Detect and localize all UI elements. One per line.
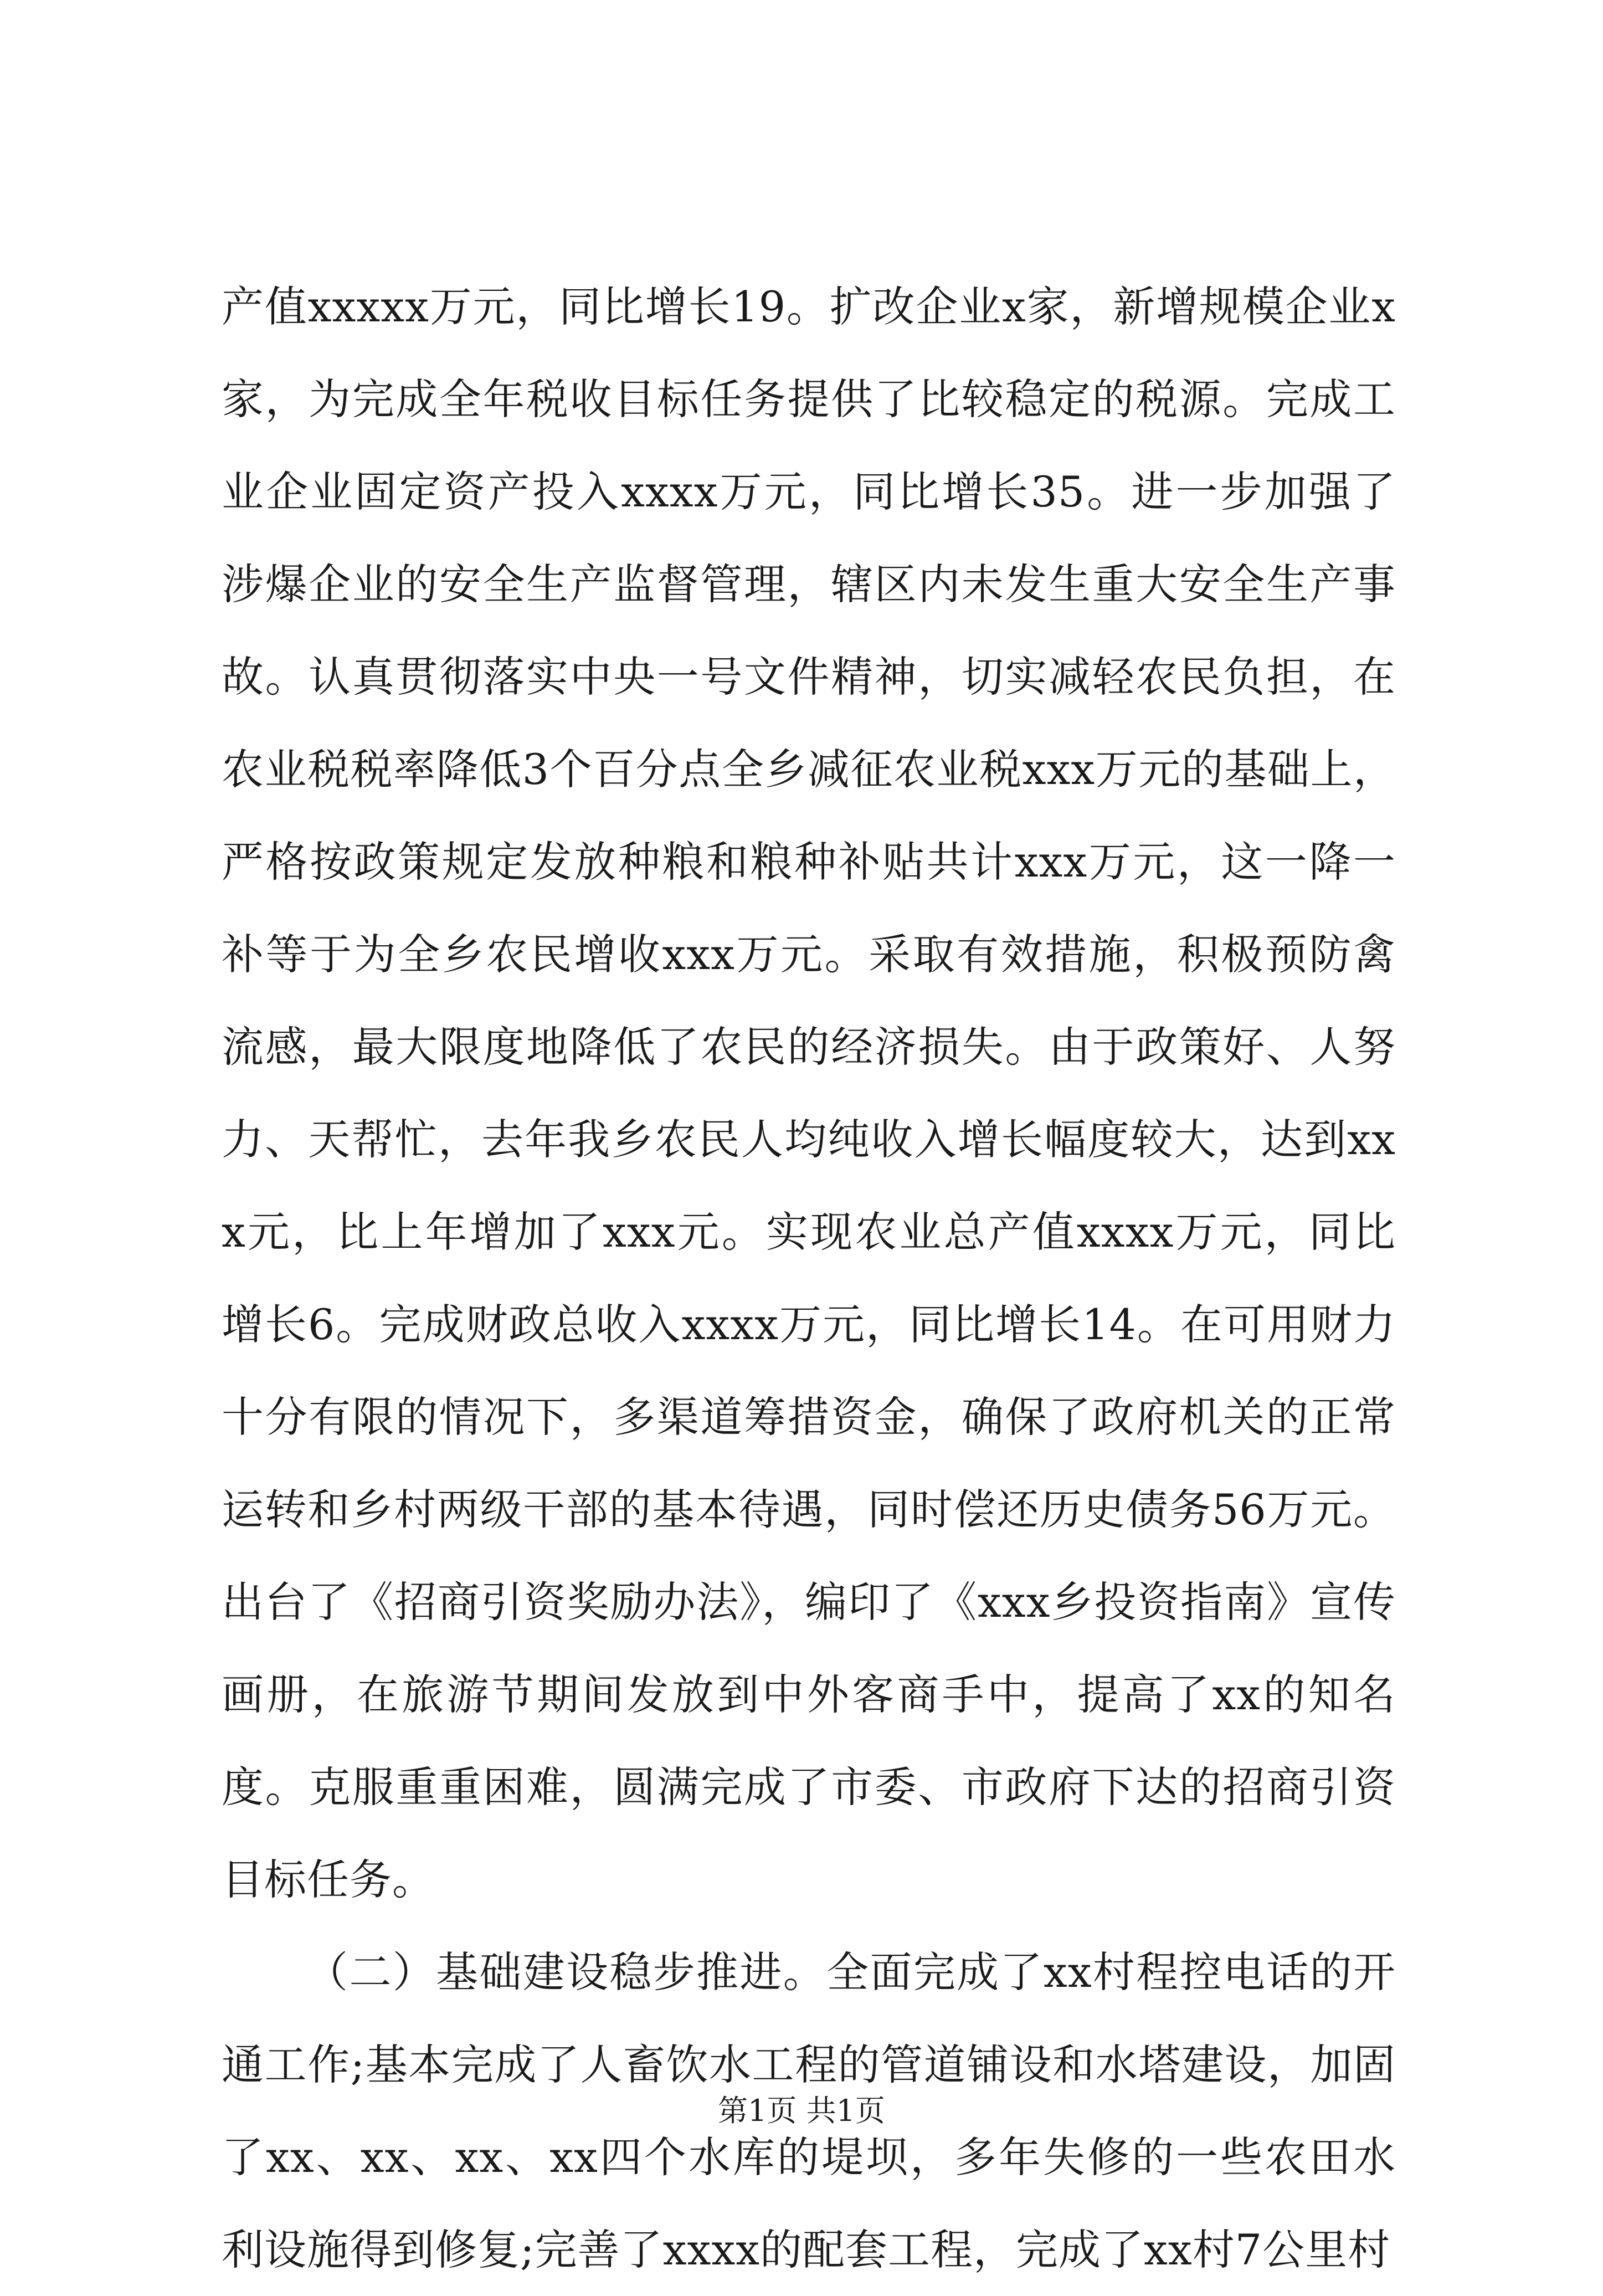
paragraph-continuation: 产值xxxxx万元，同比增长19。扩改企业x家，新增规模企业x家，为完成全年税收目标任务提供了比较稳定的税源。完成工业企业固定资产投入xxxx万元，同比增长35。进一步加强了涉爆企业的安全生产监督管理，辖区内未发生重大安全生产事故。认真贯彻落实中央一号文件精神，切实减轻农民负担，在农业税税率降低3个百分点全乡减征农业税xxx万元的基础上，严格按政策规定发放种粮和粮种补贴共计xxx万元，这一降一补等于为全乡农民增收xxx万元。采取有效措施，积极预防禽流感，最大限度地降低了农民的经济损失。由于政策好、人努力、天帮忙，去年我乡农民人均纯收入增长幅度较大，达到xxx元，比上年增加了xxx元。实现农业总产值xxxx万元，同比增长6。完成财政总收入xxxx万元，同比增长14。在可用财力十分有限的情况下，多渠道筹措资金，确保了政府机关的正常运转和乡村两级干部的基本待遇，同时偿还历史债务56万元。出台了《招商引资奖励办法》，编印了《xxx乡投资指南》宣传画册，在旅游节期间发放到中外客商手中，提高了xx的知名度。克服重重困难，圆满完成了市委、市政府下达的招商引资目标任务。 [222,282,1396,1904]
paragraph-infrastructure: （二）基础建设稳步推进。全面完成了xx村程控电话的开通工作;基本完成了人畜饮水工程的管道铺设和水塔建设，加固了xx、xx、xx、xx四个水库的堤坝，多年失修的一些农田水利设施得到修复;完善了xxxx的配套工程，完成了xx村7公里村 [222,1948,1396,2274]
page-footer: 第1页 共1页 [718,2093,885,2128]
document-body [222,260,1396,2296]
